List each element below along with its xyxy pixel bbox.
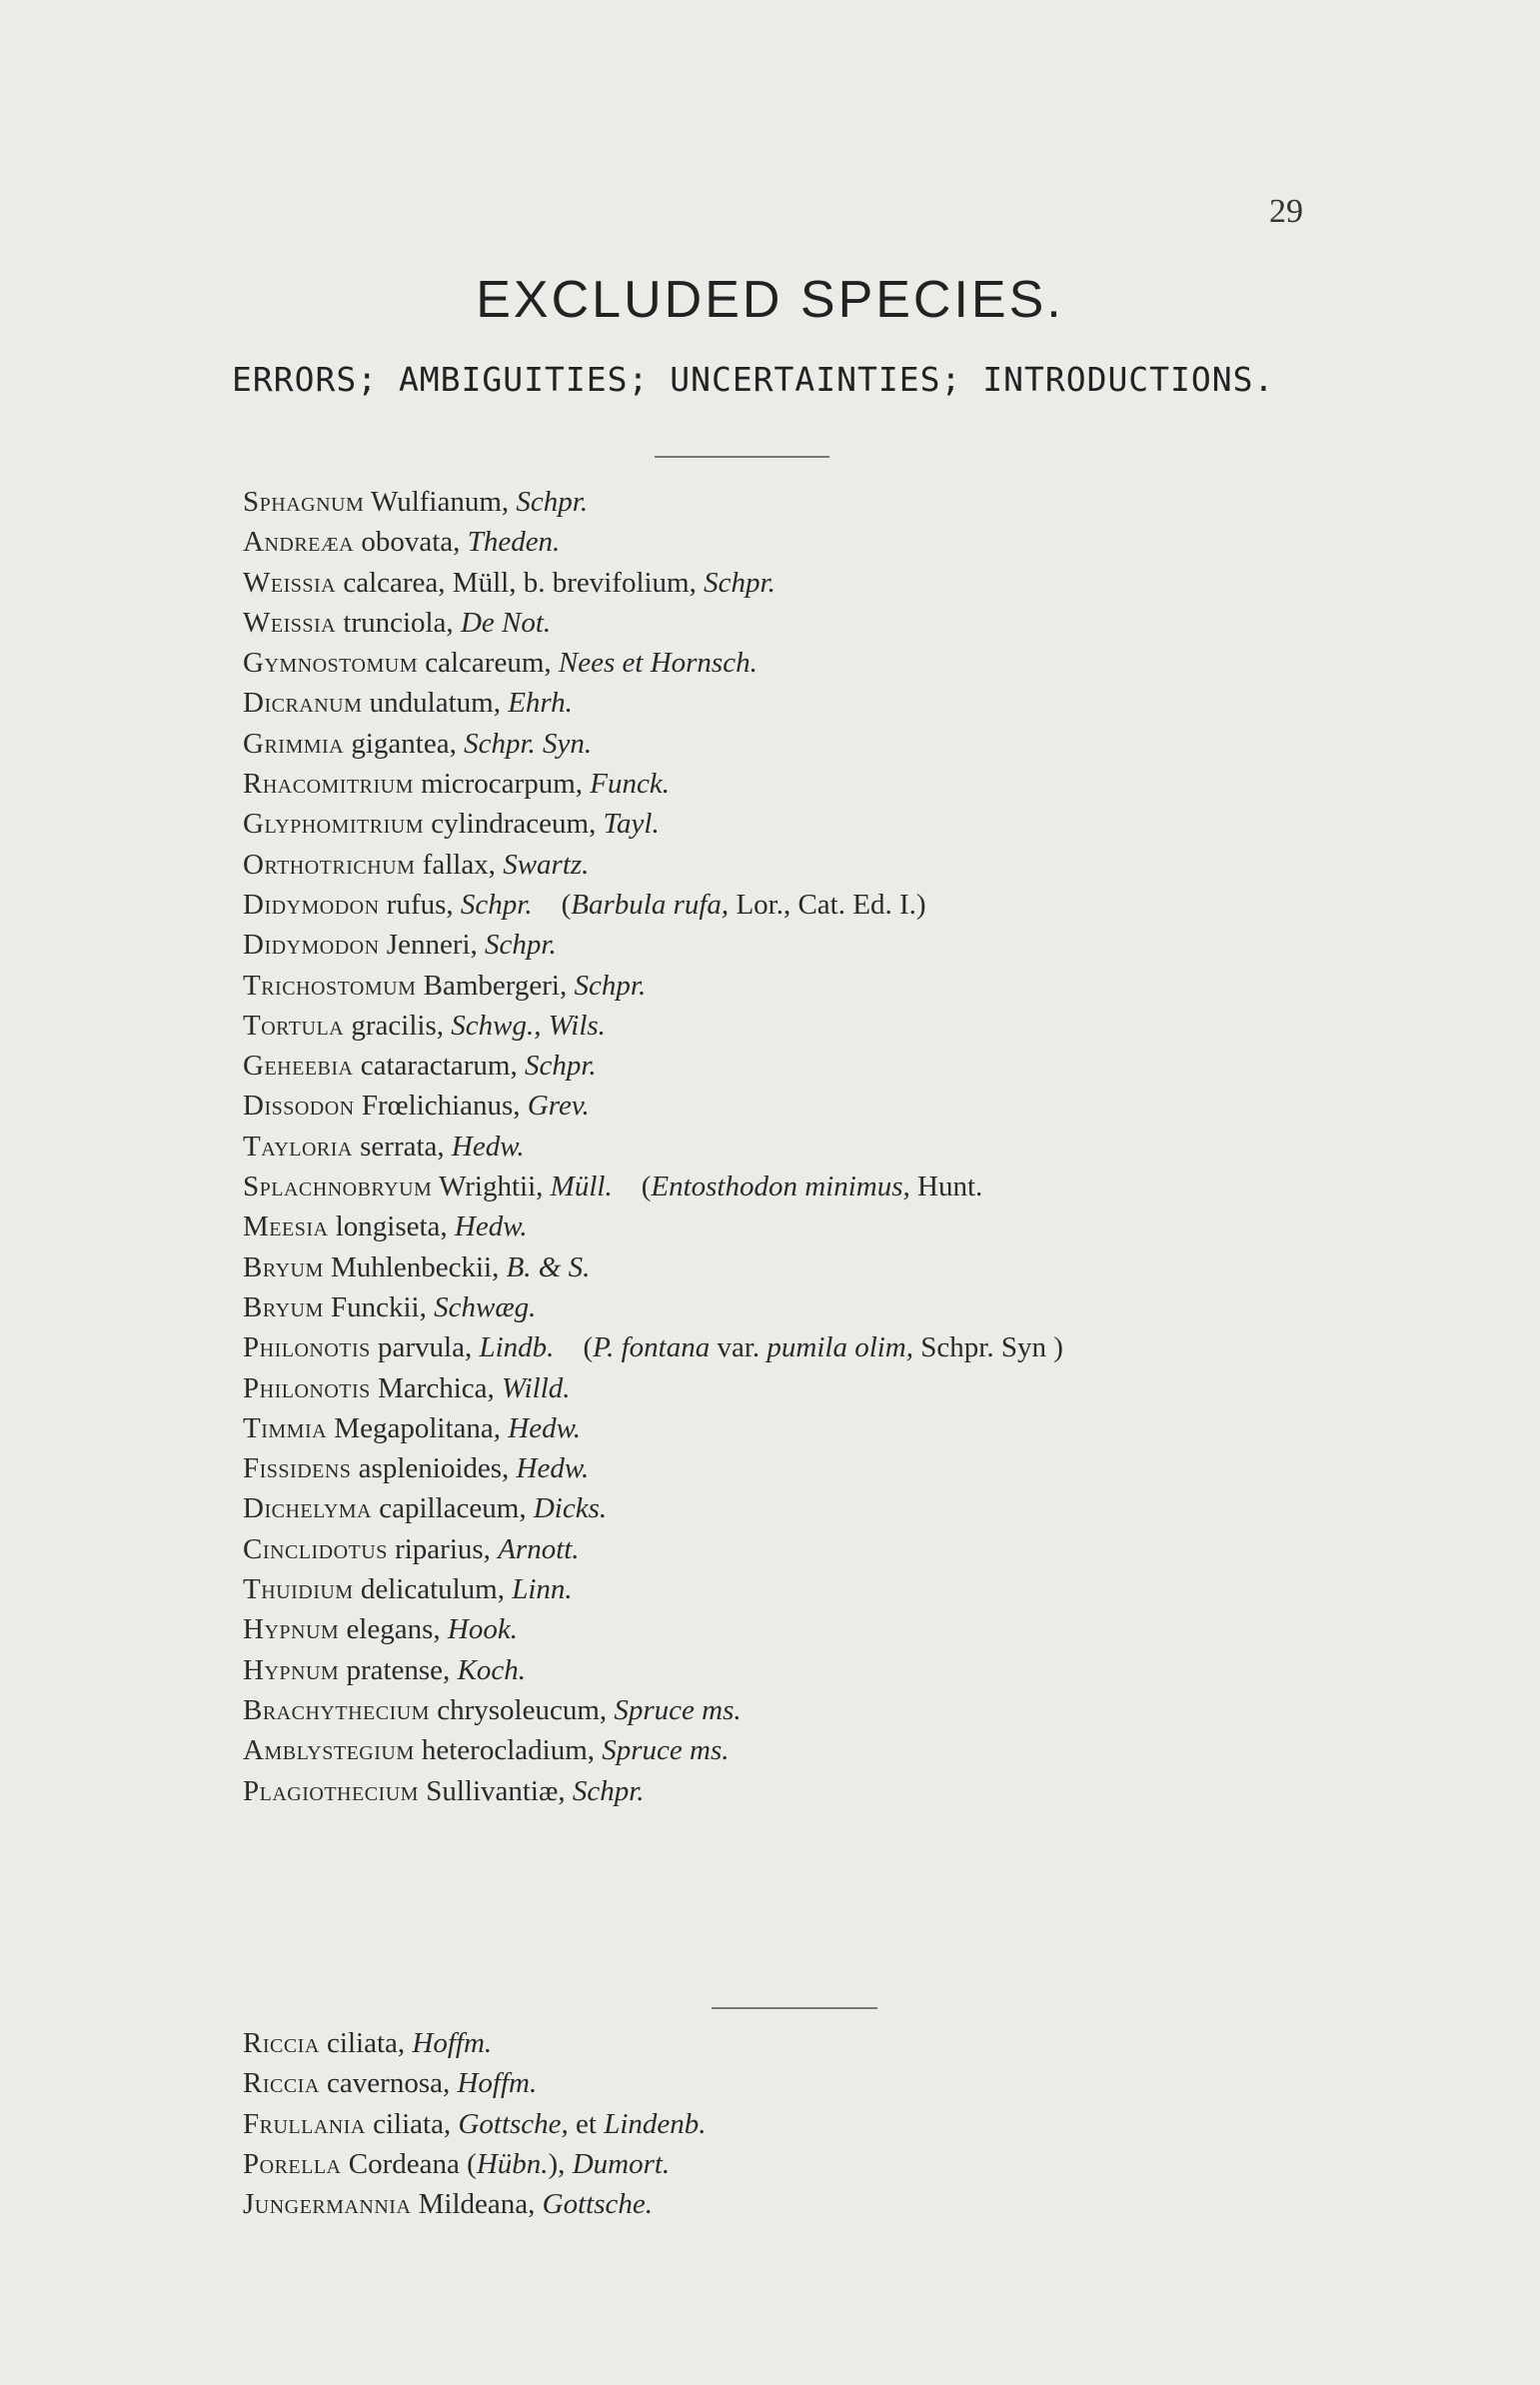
species-entry bbox=[243, 1167, 1063, 1206]
species-name: Wulfianum, bbox=[371, 486, 510, 518]
species-name: calcarea, Müll, b. brevifolium, bbox=[343, 566, 697, 599]
authority: Theden. bbox=[467, 526, 561, 559]
authority: Schwæg. bbox=[434, 1290, 537, 1323]
genus-name: Geheebia bbox=[243, 1050, 354, 1083]
genus-name: Thuidium bbox=[243, 1573, 354, 1606]
authority: Schpr. bbox=[574, 969, 647, 1002]
species-name: Wrightii, bbox=[439, 1171, 544, 1203]
genus-name: Fissidens bbox=[243, 1452, 352, 1485]
genus-name: Hypnum bbox=[243, 1653, 340, 1686]
species-name: gracilis, bbox=[351, 1009, 444, 1042]
species-entry bbox=[243, 1247, 1063, 1287]
genus-name: Amblystegium bbox=[243, 1734, 415, 1767]
species-entry bbox=[243, 724, 1063, 764]
species-entry bbox=[243, 603, 1063, 643]
species-entry bbox=[243, 1046, 1063, 1086]
authority: Hedw. bbox=[508, 1411, 582, 1444]
genus-name: Dissodon bbox=[243, 1090, 355, 1123]
synonym-note: Barbula rufa, bbox=[571, 888, 730, 921]
connector-text: et bbox=[568, 2107, 605, 2140]
genus-name: Philonotis bbox=[243, 1331, 371, 1364]
page-title: EXCLUDED SPECIES. bbox=[476, 271, 1064, 329]
species-name: Funckii, bbox=[331, 1290, 427, 1323]
authority: De Not. bbox=[460, 606, 552, 639]
mosses-species-list bbox=[243, 482, 1063, 1811]
species-entry bbox=[243, 1771, 1063, 1811]
genus-name: Splachnobryum bbox=[243, 1171, 433, 1203]
authority: Spruce ms. bbox=[602, 1734, 730, 1767]
authority: Koch. bbox=[457, 1653, 527, 1686]
authority: Hoffm. bbox=[412, 2027, 493, 2059]
species-entry bbox=[243, 563, 1063, 603]
species-name: pratense, bbox=[346, 1653, 451, 1686]
authority: Linn. bbox=[512, 1573, 573, 1606]
species-entry bbox=[243, 2144, 707, 2184]
species-entry bbox=[243, 1006, 1063, 1046]
genus-name: Weissia bbox=[243, 566, 337, 599]
authority: Tayl. bbox=[603, 808, 660, 841]
species-name: obovata, bbox=[361, 526, 461, 559]
synonym-note: Dumort. bbox=[572, 2147, 671, 2180]
genus-name: Orthotrichum bbox=[243, 848, 416, 881]
genus-name: Porella bbox=[243, 2147, 342, 2180]
synonym-note: P. fontana bbox=[593, 1331, 711, 1364]
species-name: undulatum, bbox=[369, 687, 501, 720]
species-name: trunciola, bbox=[343, 606, 454, 639]
species-name: Mildeana, bbox=[418, 2188, 536, 2221]
species-name: fallax, bbox=[422, 848, 496, 881]
species-name: Bambergeri, bbox=[423, 969, 568, 1002]
authority: Funck. bbox=[590, 768, 670, 801]
authority: Swartz. bbox=[503, 848, 590, 881]
species-entry bbox=[243, 1206, 1063, 1246]
genus-name: Trichostomum bbox=[243, 969, 417, 1002]
authority: Grev. bbox=[527, 1090, 590, 1123]
genus-name: Rhacomitrium bbox=[243, 768, 414, 801]
authority: Schpr. bbox=[485, 929, 557, 962]
section-divider bbox=[712, 2007, 877, 2009]
species-entry bbox=[243, 885, 1063, 925]
authority: Dicks. bbox=[533, 1492, 608, 1525]
authority: Hedw. bbox=[454, 1210, 528, 1243]
genus-name: Didymodon bbox=[243, 929, 380, 962]
species-name: Jenneri, bbox=[386, 929, 478, 962]
species-name: ciliata, bbox=[373, 2107, 452, 2140]
species-name: rufus, bbox=[386, 888, 454, 921]
genus-name: Bryum bbox=[243, 1290, 324, 1323]
species-name: Muhlenbeckii, bbox=[331, 1250, 500, 1283]
synonym-note-text: var. bbox=[710, 1331, 768, 1364]
species-name: elegans, bbox=[346, 1613, 441, 1646]
species-entry bbox=[243, 1529, 1063, 1569]
authority: Hook. bbox=[447, 1613, 518, 1646]
genus-name: Philonotis bbox=[243, 1371, 371, 1404]
species-entry bbox=[243, 1609, 1063, 1649]
species-entry bbox=[243, 482, 1063, 522]
species-entry bbox=[243, 2063, 707, 2103]
species-entry bbox=[243, 925, 1063, 965]
species-name: Frœlichianus, bbox=[361, 1090, 521, 1123]
authority: Schpr. bbox=[704, 566, 775, 599]
species-name: ciliata, bbox=[327, 2027, 406, 2059]
species-entry bbox=[243, 1287, 1063, 1327]
authority: Spruce ms. bbox=[614, 1693, 742, 1726]
species-name: delicatulum, bbox=[360, 1573, 505, 1606]
species-name: calcareum, bbox=[425, 647, 552, 680]
species-entry bbox=[243, 1569, 1063, 1609]
authority: Lindenb. bbox=[604, 2107, 707, 2140]
genus-name: Plagiothecium bbox=[243, 1774, 419, 1807]
species-entry bbox=[243, 643, 1063, 683]
species-entry bbox=[243, 2184, 707, 2224]
species-name: chrysoleucum, bbox=[437, 1693, 608, 1726]
page-number: 29 bbox=[1269, 193, 1303, 230]
authority: Arnott. bbox=[498, 1532, 580, 1565]
genus-name: Riccia bbox=[243, 2027, 320, 2059]
genus-name: Andreæa bbox=[243, 526, 355, 559]
species-name: cylindraceum, bbox=[431, 808, 597, 841]
authority: Schpr. bbox=[572, 1774, 645, 1807]
species-entry bbox=[243, 1368, 1063, 1408]
species-name: Megapolitana, bbox=[334, 1411, 501, 1444]
authority: Nees et Hornsch. bbox=[558, 647, 758, 680]
authority: Schpr. bbox=[460, 888, 533, 921]
species-entry bbox=[243, 1730, 1063, 1770]
synonym-note-text: Lor., Cat. Ed. I.) bbox=[729, 888, 926, 921]
synonym-note-text: ), bbox=[548, 2147, 573, 2180]
genus-name: Brachythecium bbox=[243, 1693, 430, 1726]
species-name: Cordeana bbox=[348, 2147, 460, 2180]
genus-name: Frullania bbox=[243, 2107, 366, 2140]
species-entry bbox=[243, 1448, 1063, 1488]
authority: Willd. bbox=[502, 1371, 571, 1404]
species-entry bbox=[243, 1488, 1063, 1528]
species-name: microcarpum, bbox=[421, 768, 584, 801]
species-name: serrata, bbox=[360, 1130, 445, 1163]
genus-name: Bryum bbox=[243, 1250, 324, 1283]
species-name: Sullivantiæ, bbox=[426, 1774, 566, 1807]
authority: B. & S. bbox=[506, 1250, 591, 1283]
note-paren: ( bbox=[467, 2147, 477, 2180]
species-entry bbox=[243, 804, 1063, 844]
species-name: longiseta, bbox=[335, 1210, 448, 1243]
genus-name: Gymnostomum bbox=[243, 647, 418, 680]
authority: Schwg., Wils. bbox=[451, 1009, 606, 1042]
species-name: riparius, bbox=[395, 1532, 491, 1565]
species-entry bbox=[243, 1408, 1063, 1448]
species-entry bbox=[243, 522, 1063, 562]
species-entry bbox=[243, 1650, 1063, 1690]
species-name: capillaceum, bbox=[379, 1492, 527, 1525]
species-entry bbox=[243, 764, 1063, 804]
authority: Schpr. bbox=[516, 486, 589, 518]
genus-name: Meesia bbox=[243, 1210, 329, 1243]
species-name: heterocladium, bbox=[421, 1734, 595, 1767]
note-paren: ( bbox=[583, 1331, 594, 1364]
note-paren: ( bbox=[641, 1171, 652, 1203]
authority: Schpr. bbox=[524, 1050, 597, 1083]
genus-name: Didymodon bbox=[243, 888, 380, 921]
genus-name: Grimmia bbox=[243, 727, 345, 760]
genus-name: Glyphomitrium bbox=[243, 808, 424, 841]
hepatics-species-list bbox=[243, 2023, 707, 2224]
species-entry bbox=[243, 1127, 1063, 1167]
genus-name: Timmia bbox=[243, 1411, 328, 1444]
genus-name: Dicranum bbox=[243, 687, 363, 720]
authority: Gottsche, bbox=[458, 2107, 569, 2140]
genus-name: Hypnum bbox=[243, 1613, 340, 1646]
authority: Ehrh. bbox=[508, 687, 573, 720]
genus-name: Weissia bbox=[243, 606, 337, 639]
synonym-note: Hübn. bbox=[476, 2147, 549, 2180]
species-name: gigantea, bbox=[351, 727, 457, 760]
species-entry bbox=[243, 1327, 1063, 1367]
species-name: Marchica, bbox=[378, 1371, 495, 1404]
species-name: cavernosa, bbox=[327, 2067, 451, 2100]
species-entry bbox=[243, 683, 1063, 723]
genus-name: Jungermannia bbox=[243, 2188, 412, 2221]
authority: Schpr. Syn. bbox=[464, 727, 593, 760]
species-name: asplenioides, bbox=[358, 1452, 510, 1485]
page-subtitle: ERRORS; AMBIGUITIES; UNCERTAINTIES; INTRODUCTIONS. bbox=[232, 360, 1275, 399]
genus-name: Sphagnum bbox=[243, 486, 365, 518]
synonym-note-text: Schpr. Syn ) bbox=[913, 1331, 1063, 1364]
section-divider bbox=[655, 456, 829, 458]
authority: Hedw. bbox=[451, 1130, 525, 1163]
genus-name: Tayloria bbox=[243, 1130, 353, 1163]
authority: Hoffm. bbox=[457, 2067, 538, 2100]
species-name: parvula, bbox=[378, 1331, 473, 1364]
genus-name: Cinclidotus bbox=[243, 1532, 388, 1565]
species-entry bbox=[243, 845, 1063, 885]
authority: Lindb. bbox=[479, 1331, 555, 1364]
synonym-note: pumila olim, bbox=[767, 1331, 914, 1364]
species-entry bbox=[243, 2023, 707, 2063]
authority: Müll. bbox=[550, 1171, 613, 1203]
species-entry bbox=[243, 966, 1063, 1006]
species-entry bbox=[243, 1690, 1063, 1730]
authority: Gottsche. bbox=[542, 2188, 653, 2221]
note-paren: ( bbox=[561, 888, 572, 921]
species-name: cataractarum, bbox=[360, 1050, 518, 1083]
species-entry bbox=[243, 2104, 707, 2144]
genus-name: Tortula bbox=[243, 1009, 345, 1042]
synonym-note-text: Hunt. bbox=[909, 1171, 983, 1203]
authority: Hedw. bbox=[516, 1452, 590, 1485]
genus-name: Riccia bbox=[243, 2067, 320, 2100]
species-entry bbox=[243, 1086, 1063, 1126]
genus-name: Dichelyma bbox=[243, 1492, 372, 1525]
synonym-note: Entosthodon minimus, bbox=[651, 1171, 910, 1203]
